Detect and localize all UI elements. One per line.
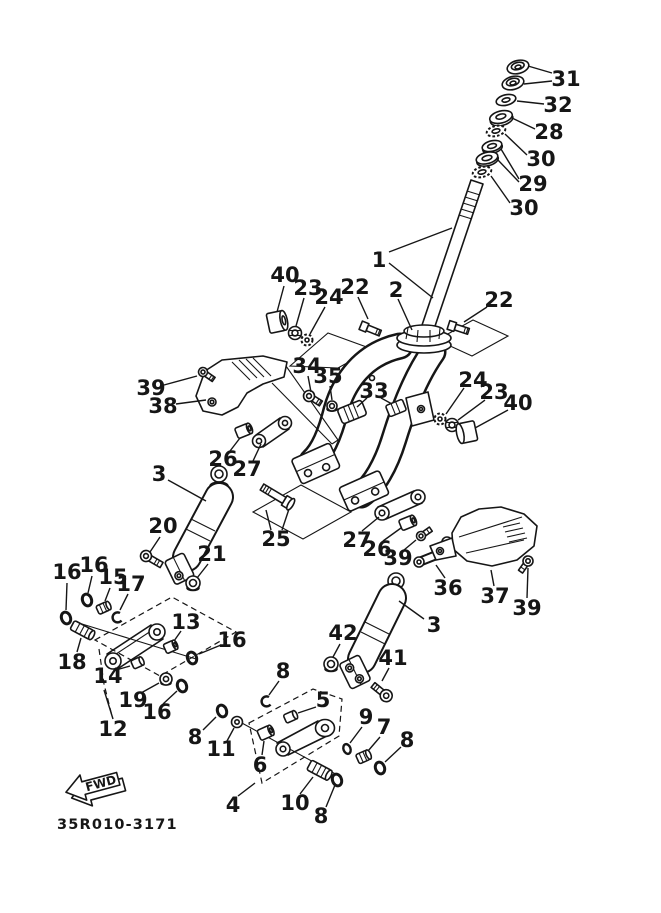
part-callout-3: 3 (426, 613, 442, 637)
bolt-22-right (447, 321, 470, 336)
steering-stem (419, 180, 483, 338)
leader-line-16 (88, 576, 92, 593)
part-callout-24: 24 (314, 285, 344, 309)
fork-left-axle-clamp (291, 443, 340, 485)
part-callout-22: 22 (484, 288, 514, 312)
nut-21 (186, 576, 200, 591)
part-callout-9: 9 (358, 705, 374, 729)
leader-line-8 (203, 717, 216, 730)
part-callout-21: 21 (197, 542, 227, 566)
part-callout-36: 36 (433, 576, 463, 600)
leader-line-29 (497, 159, 519, 182)
part-callout-39: 39 (383, 546, 413, 570)
leader-line-42 (333, 644, 340, 657)
o-ring-8b (216, 704, 229, 718)
o-ring-8d (374, 761, 387, 775)
part-callout-6: 6 (252, 753, 268, 777)
part-callout-16: 16 (217, 628, 247, 652)
leader-line-20 (150, 537, 160, 552)
part-callout-26: 26 (208, 447, 238, 471)
left-linkage-parts (60, 593, 199, 693)
leader-line-4 (238, 783, 255, 796)
bushing-26-left (234, 422, 253, 438)
ball-bearing-30a (486, 124, 507, 138)
part-callout-5: 5 (315, 688, 331, 712)
part-callout-1: 1 (371, 248, 387, 272)
leader-line-8 (269, 681, 279, 695)
bushing-40-left (266, 310, 289, 334)
leader-line-34 (308, 376, 311, 392)
bolt-39b (415, 525, 434, 542)
leader-line-1 (389, 228, 452, 252)
part-callout-22: 22 (340, 275, 370, 299)
part-callout-26: 26 (362, 537, 392, 561)
leader-line-39 (527, 568, 528, 598)
fwd-arrow-label: FWD (83, 772, 118, 795)
bushing-15 (96, 601, 112, 615)
bolt-41 (369, 680, 394, 704)
leader-line-15 (105, 588, 110, 601)
leader-line-2 (398, 299, 412, 330)
part-callout-11: 11 (206, 737, 236, 761)
leader-line-16 (66, 583, 67, 610)
part-callout-19: 19 (118, 688, 148, 712)
part-callout-40: 40 (270, 263, 300, 287)
bushing-7 (355, 749, 372, 764)
o-ring-16a (60, 611, 73, 625)
castle-nut-31a (506, 58, 530, 76)
leader-line-31 (528, 66, 552, 73)
washer-24-left (302, 335, 313, 346)
bushing-6 (257, 724, 276, 740)
part-callout-41: 41 (378, 646, 408, 670)
part-callout-15: 15 (98, 565, 128, 589)
part-callout-23: 23 (479, 380, 509, 404)
part-callout-13: 13 (171, 610, 201, 634)
leader-line-12 (104, 690, 113, 719)
part-callout-12: 12 (98, 717, 128, 741)
part-callout-2: 2 (388, 278, 404, 302)
fork-crown-clamp-2 (397, 325, 451, 353)
part-callout-34: 34 (292, 354, 322, 378)
nut-35 (327, 401, 337, 411)
part-callout-37: 37 (480, 584, 510, 608)
bolt-22-left (359, 321, 382, 337)
part-callout-33: 33 (359, 379, 389, 403)
castle-nut-31b (501, 74, 525, 92)
leader-line-28 (512, 118, 535, 129)
diagram-part-code: 35R010-3171 (57, 817, 178, 833)
bushing-5 (283, 710, 299, 724)
leader-line-5 (298, 707, 316, 713)
part-callout-4: 4 (225, 793, 241, 817)
bushing-10 (307, 760, 334, 781)
part-callout-7: 7 (376, 715, 392, 739)
part-callout-42: 42 (328, 621, 358, 645)
part-callout-32: 32 (543, 93, 573, 117)
part-callout-17: 17 (116, 572, 146, 596)
bushing-13 (163, 639, 179, 654)
o-ring-16d (176, 679, 189, 693)
part-callout-24: 24 (458, 368, 488, 392)
part-callout-14: 14 (93, 664, 123, 688)
part-callout-3: 3 (151, 462, 167, 486)
leader-line-22 (358, 297, 368, 319)
ball-bearing-30b (472, 165, 493, 179)
relay-arm-4 (276, 720, 335, 757)
part-callout-23: 23 (293, 276, 323, 300)
c-clip-17 (113, 612, 122, 622)
leader-line-31 (524, 81, 552, 84)
part-callout-35: 35 (313, 364, 343, 388)
ring-9 (342, 743, 352, 755)
leader-line-9 (350, 727, 362, 743)
bushing-40-right (455, 421, 478, 445)
part-callout-39: 39 (136, 376, 166, 400)
fwd-arrow (63, 765, 128, 812)
leader-line-40 (277, 286, 284, 312)
part-callout-31: 31 (551, 67, 581, 91)
leader-line-30 (505, 134, 527, 155)
leader-line-29 (501, 149, 519, 179)
bearing-race-29b (475, 150, 500, 168)
part-callout-40: 40 (503, 391, 533, 415)
nut-23-left (289, 327, 302, 340)
part-callout-30: 30 (509, 196, 539, 220)
part-callout-30: 30 (526, 147, 556, 171)
link-27-left (253, 417, 292, 448)
part-callout-29: 29 (518, 172, 548, 196)
part-callout-28: 28 (534, 120, 564, 144)
washer-24-right (435, 414, 446, 425)
part-callout-38: 38 (148, 394, 178, 418)
leader-line-30 (491, 176, 510, 203)
leader-line-24 (310, 307, 325, 334)
bushing-26-right (398, 514, 417, 530)
leader-line-7 (368, 737, 380, 751)
bolt-34 (301, 388, 323, 408)
part-callout-25: 25 (261, 527, 291, 551)
part-callout-27: 27 (232, 457, 262, 481)
part-callout-16: 16 (142, 700, 172, 724)
steering-head-parts-stack (472, 58, 531, 179)
washer-11 (232, 717, 243, 728)
leader-line-3 (168, 480, 206, 501)
bolt-20 (138, 548, 164, 569)
part-callout-8: 8 (187, 725, 203, 749)
part-callout-16: 16 (52, 560, 82, 584)
part-callout-8: 8 (399, 728, 415, 752)
leader-line-8 (385, 747, 401, 762)
leader-line-32 (517, 101, 544, 104)
c-ring-8a (262, 696, 271, 706)
washer-32 (495, 93, 517, 108)
part-callout-20: 20 (148, 514, 178, 538)
part-callout-27: 27 (342, 528, 372, 552)
nut-19 (160, 673, 172, 685)
bolt-25 (259, 481, 297, 511)
part-callout-39: 39 (512, 596, 542, 620)
o-ring-8c (331, 773, 344, 787)
leader-line-39 (164, 376, 197, 385)
nut-42 (324, 657, 338, 672)
part-callout-16: 16 (79, 553, 109, 577)
leader-line-17 (120, 594, 128, 610)
part-callout-10: 10 (280, 791, 310, 815)
part-callout-18: 18 (57, 650, 87, 674)
bushing-18 (70, 620, 96, 640)
leader-line-23 (296, 298, 304, 326)
bearing-cover-28 (488, 108, 514, 128)
part-callout-8: 8 (313, 804, 329, 828)
part-callout-8: 8 (275, 659, 291, 683)
fork-right-mount-tab (406, 392, 434, 426)
o-ring-16b (81, 593, 94, 607)
